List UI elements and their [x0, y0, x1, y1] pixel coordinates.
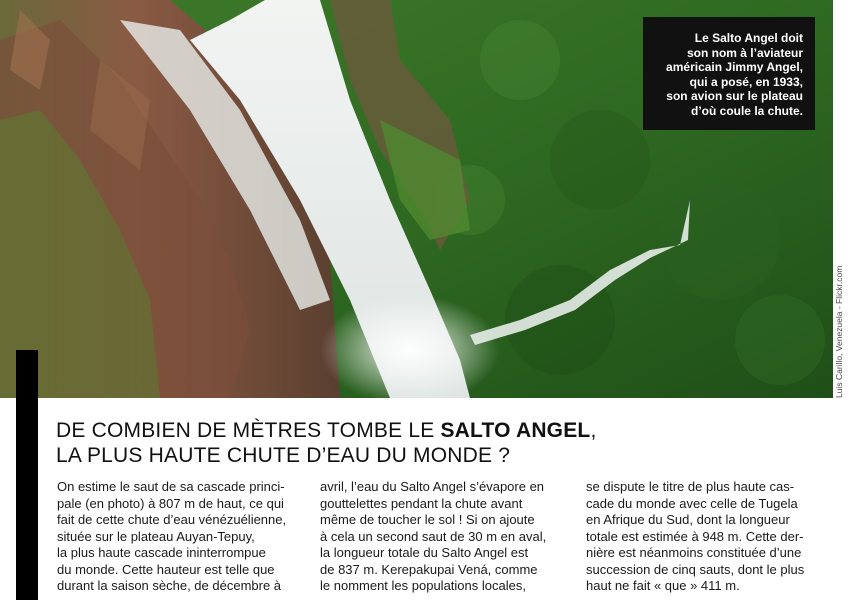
paragraph-line: nière est néanmoins constituée d’une — [586, 545, 802, 560]
paragraph-line: la longueur totale du Salto Angel est — [320, 545, 529, 560]
heading-text: DE COMBIEN DE MÈTRES TOMBE LE — [56, 419, 441, 442]
paragraph-line: à cela un second saut de 30 m en aval, — [320, 528, 547, 544]
paragraph-line: le nomment les populations locales, — [320, 578, 526, 593]
heading-line-1 — [56, 418, 616, 443]
heading-line-2: LA PLUS HAUTE CHUTE D’EAU DU MONDE ? — [56, 444, 511, 467]
paragraph-line: même de toucher le sol ! Si on ajoute — [320, 512, 535, 527]
text-column-3 — [586, 479, 834, 595]
paragraph-line: la plus haute cascade ininterrompue — [57, 545, 266, 560]
heading-highlight: SALTO ANGEL — [440, 419, 591, 442]
photo-credit: Luis Carillo, Venezuela - Flickr.com — [834, 265, 844, 398]
text-column-1 — [57, 479, 305, 595]
caption-line: son avion sur le plateau — [666, 89, 803, 103]
paragraph-line: totale est estimée à 948 m. Cette der- — [586, 528, 804, 544]
paragraph-line: du monde. Cette hauteur est telle que — [57, 561, 275, 577]
paragraph-line: cade du monde avec celle de Tugela — [586, 495, 798, 511]
section-marker-bar — [16, 350, 38, 600]
heading-comma: , — [590, 419, 597, 442]
paragraph-line: pale (en photo) à 807 m de haut, ce qui — [57, 495, 284, 511]
paragraph-line: avril, l’eau du Salto Angel s’évapore en — [320, 479, 545, 494]
photo-caption — [643, 17, 815, 130]
paragraph-line: succession de cinq sauts, dont le plus — [586, 561, 805, 577]
paragraph-line: de 837 m. Kerepakupai Vená, comme — [320, 561, 538, 577]
article-heading — [56, 418, 616, 468]
paragraph-line: en Afrique du Sud, dont la longueur — [586, 512, 790, 527]
paragraph-line: On estime le saut de sa cascade princi- — [57, 479, 285, 494]
paragraph-line: haut ne fait « que » 411 m. — [586, 578, 740, 593]
caption-line: qui a posé, en 1933, — [689, 74, 803, 89]
paragraph-line: située sur le plateau Auyan-Tepuy, — [57, 528, 255, 544]
caption-line: son nom à l’aviateur — [686, 45, 803, 60]
text-column-2 — [320, 479, 568, 595]
paragraph-line: durant la saison sèche, de décembre à — [57, 578, 282, 593]
caption-line: Le Salto Angel doit — [694, 31, 803, 45]
caption-line: américain Jimmy Angel, — [666, 60, 803, 74]
paragraph-line: se dispute le titre de plus haute cas- — [586, 479, 795, 494]
caption-line: d’où coule la chute. — [690, 103, 803, 118]
paragraph-line: fait de cette chute d’eau vénézuélienne, — [57, 512, 287, 527]
paragraph-line: gouttelettes pendant la chute avant — [320, 495, 523, 511]
